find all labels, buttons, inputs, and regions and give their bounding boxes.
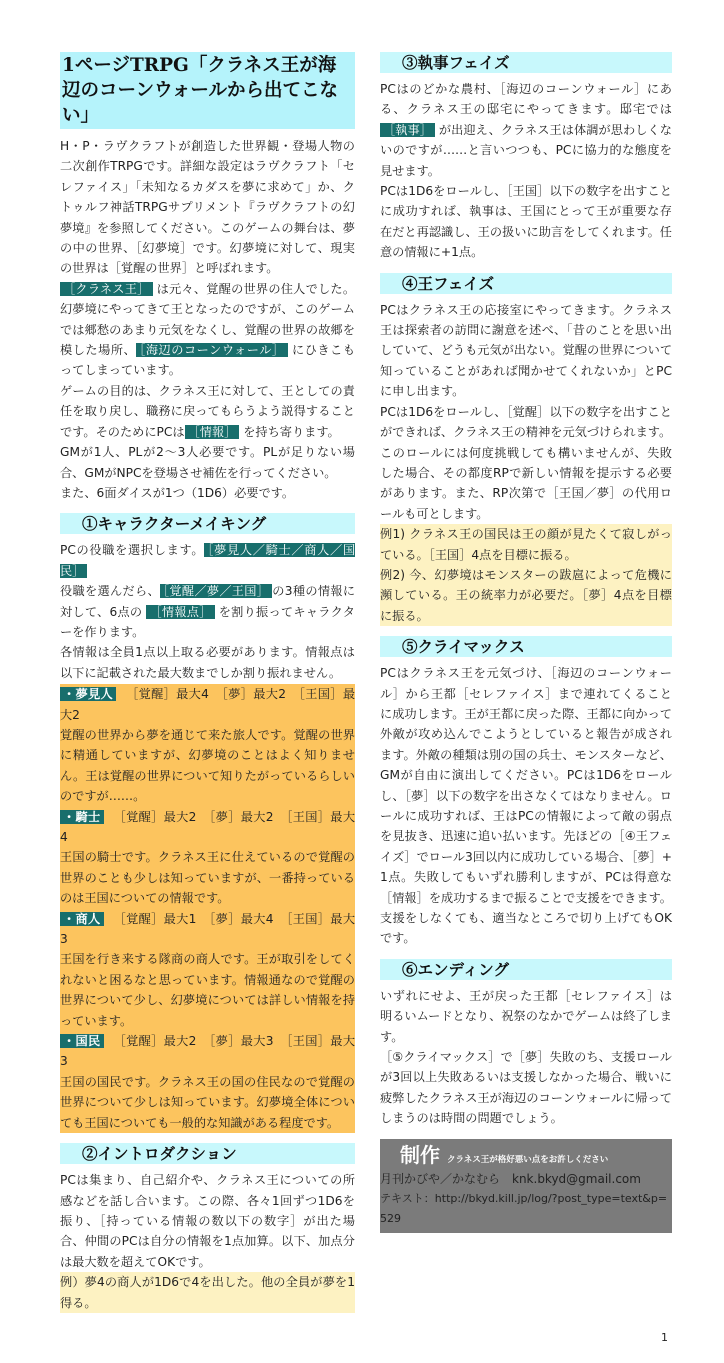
paragraph — [60, 279, 355, 381]
role-description: 覚醒の世界から夢を通じて来た旅人です。覚醒の世界に精通していますが、幻夢境のことはよく知りません。王は覚醒の世界について知りたがっているらしいのですが……。 — [60, 727, 355, 804]
role-stats — [60, 684, 355, 725]
credits-heading: 制作 クラネス王が格好悪い点をお許しください — [400, 1142, 609, 1167]
role-description: 王国の国民です。クラネス王の国の住民なので覚醒の世界について少しは知っています。幻夢境全体についても王国についても一般的な知識がある程度です。 — [60, 1074, 355, 1130]
paragraph — [60, 381, 355, 442]
section-body — [60, 540, 355, 683]
role-stats — [60, 1031, 355, 1072]
text-run: PCはのどかな農村、［海辺のコーンウォール］にある、クラネス王の邸宅にやってきます。邸宅では — [380, 82, 672, 117]
paragraph — [60, 1170, 355, 1272]
role-name-badge: ・騎士 — [60, 810, 104, 824]
section-heading: ①キャラクターメイキング — [60, 513, 355, 534]
section-introduction — [60, 1143, 355, 1313]
highlight-term: ［海辺のコーンウォール］ — [136, 343, 287, 357]
title-block — [60, 52, 355, 503]
text-run: いずれにせよ、王が戻った王都［セレファイス］は明るいムードとなり、祝祭のなかでゲームは終了します。 — [380, 988, 672, 1044]
role-stat-limits: ［覚醒］最大2 ［夢］最大2 ［王国］最大4 — [60, 809, 356, 844]
highlight-term: ［覚醒／夢／王国］ — [160, 584, 272, 598]
paragraph — [60, 442, 355, 483]
text-run: PCは1D6をロールし、［覚醒］以下の数字を出すことができれば、クラネス王の精神を元気づけられます。 — [380, 404, 672, 440]
highlight-term: ［情報］ — [185, 425, 240, 439]
right-column — [380, 52, 672, 1233]
role-stat-limits: ［覚醒］最大2 ［夢］最大3 ［王国］最大3 — [60, 1034, 356, 1069]
paragraph — [380, 1047, 672, 1129]
text-run: を持ち寄ります。 — [239, 424, 340, 439]
page-number: 1 — [661, 1330, 668, 1344]
text-run: を割り振ってキャラクターを作ります。 — [60, 604, 355, 639]
example-text: 例）夢4の商人が1D6で4を出した。他の全員が夢を1得る。 — [60, 1272, 355, 1313]
paragraph — [380, 79, 672, 181]
credits-subtitle: クラネス王が格好悪い点をお許しください — [446, 1154, 609, 1165]
paragraph — [60, 540, 355, 581]
section-body — [380, 986, 672, 1129]
credits-text-link[interactable]: テキスト：http://bkyd.kill.jp/log/?post_type=text&p=529 — [380, 1191, 668, 1225]
section-heading: ②イントロダクション — [60, 1143, 355, 1164]
section-character-making — [60, 513, 355, 1133]
paragraph — [60, 136, 355, 279]
text-run: GMが1人、PLが2～3人必要です。PLが足りない場合、GMがNPCを登場させ補佐を行ってください。 — [60, 445, 355, 480]
paragraph — [380, 663, 672, 949]
intro-section — [60, 136, 355, 503]
example-block — [380, 524, 672, 626]
paragraph — [380, 986, 672, 1047]
text-run: このロールには何度挑戦しても構いませんが、失敗した場合、その都度RPで新しい情報を提示する必要があります。また、RP次第で［王国／夢］の代用ロールも可とします。 — [380, 445, 672, 521]
section-heading: ⑥エンディング — [380, 959, 672, 980]
role-name-badge: ・夢見人 — [60, 687, 116, 701]
role-name-badge: ・商人 — [60, 912, 104, 926]
highlight-term: ［情報点］ — [146, 605, 214, 619]
section-king-phase — [380, 273, 672, 627]
left-column — [60, 52, 355, 1323]
section-body — [380, 663, 672, 949]
role-name-badge: ・国民 — [60, 1034, 104, 1048]
paragraph — [380, 402, 672, 443]
text-run: 役職を選んだら、 — [60, 584, 160, 599]
text-run: PCの役職を選択します。 — [60, 543, 205, 558]
highlight-term: ［執事］ — [380, 123, 435, 137]
highlight-term: ［クラネス王］ — [60, 282, 153, 296]
example-1: 例1) クラネス王の国民は王の顔が見たくて寂しがっている。［王国］4点を目標に振る。 — [380, 527, 672, 562]
section-heading: ③執事フェイズ — [380, 52, 672, 73]
section-ending — [380, 959, 672, 1129]
paragraph — [380, 300, 672, 402]
section-body — [60, 1170, 355, 1272]
role-description: 王国を行き来する隊商の商人です。王が取引をしてくれないと困るなと思っています。情報通なので覚醒の世界について少し、幻夢境については詳しい情報を持っています。 — [60, 952, 355, 1028]
credits-box — [380, 1139, 672, 1233]
text-run: の3種の情報に対して、6点の — [60, 584, 356, 619]
text-run: が出迎え、クラネス王は体調が思わしくないのですが……と言いつつも、PCに協力的な態度を見せます。 — [380, 122, 672, 178]
section-body — [380, 300, 672, 524]
text-run: ［⑤クライマックス］で［夢］失敗のち、支援ロールが3回以上失敗あるいは支援しなかった場合、戦いに疲弊したクラネス王が海辺のコーンウォールに帰ってしまうのは時間の問題でしょう。 — [380, 1050, 672, 1126]
section-heading: ⑤クライマックス — [380, 636, 672, 657]
section-butler-phase — [380, 52, 672, 263]
role-stats — [60, 909, 355, 950]
paragraph — [380, 181, 672, 263]
text-run: にひきこもってしまっています。 — [60, 343, 356, 378]
text-run: PCは1D6をロールし、［王国］以下の数字を出すことに成功すれば、執事は、王国にとって王が重要な存在だと再認識し、王の扱いに助言をしてくれます。任意の情報に+1点。 — [380, 184, 672, 260]
text-run: PCはクラネス王を元気づけ、［海辺のコーンウォール］から王都［セレファイス］まで連れてくることに成功します。王が王都に戻った際、王都に向かって外敵が攻め込んでこようとしていると報告が成されます。外敵の種類は別の国の兵士、モンスターなど、GMが自由に演出してください。PCは1D6をロールし、［夢］以下の数字を出さなくてはなりません。ロールに成功すれば、王はPCの情報によって敵の弱点を見抜き、迅速に追い払います。先ほどの［④王フェイズ］でロール3回以内に成功している場合、［夢］+1点。失敗してもいずれ勝利しますが、PCは得意な［情報］を成功するまで振ることで支援をできます。支援をしなくても、適当なところで切り上げてもOKです。 — [380, 666, 672, 946]
section-heading: ④王フェイズ — [380, 273, 672, 294]
credits-author: 月刊かびや／かなむら knk.bkyd@gmail.com — [380, 1171, 641, 1186]
text-run: また、6面ダイスが1つ（1D6）必要です。 — [60, 485, 295, 500]
paragraph — [60, 581, 355, 642]
example-2: 例2) 今、幻夢境はモンスターの跋扈によって危機に瀕している。王の統率力が必要だ。［夢］4点を目標に振る。 — [380, 567, 672, 623]
text-run: は元々、覚醒の世界の住人でした。幻夢境にやってきて王となったのですが、このゲームでは郷愁のあまり元気をなくし、覚醒の世界の故郷を模した場所、 — [60, 281, 356, 358]
text-run: PCは集まり、自己紹介や、クラネス王についての所感などを話し合います。この際、各々1回ずつ1D6を振り、［持っている情報の数以下の数字］が出た場合、仲間のPCは自分の情報を1点加算。以下、加点分は最大数を超えてOKです。 — [60, 1173, 355, 1269]
role-stat-limits: ［覚醒］最大1 ［夢］最大4 ［王国］最大3 — [60, 911, 356, 947]
paragraph — [60, 642, 355, 683]
text-run: 各情報は全員1点以上取る必要があります。情報点は以下に記載された最大数までしか割り振れません。 — [60, 645, 355, 680]
role-stat-limits: ［覚醒］最大4 ［夢］最大2 ［王国］最大2 — [60, 687, 356, 722]
role-list — [60, 684, 355, 1133]
text-run: ゲームの目的は、クラネス王に対して、王としての責任を取り戻し、職務に戻ってもらうよう説得することです。そのためにPCは — [60, 383, 355, 439]
section-climax — [380, 636, 672, 949]
text-run: H・P・ラヴクラフトが創造した世界観・登場人物の二次創作TRPGです。詳細な設定はラヴクラフト「セレファイス」「未知なるカダスを夢に求めて」か、クトゥルフ神話TRPGサプリメント『ラヴクラフトの幻夢境』を参照してください。このゲームの舞台は、夢の中の世界、［幻夢境］です。幻夢境に対して、現実の世界は［覚醒の世界］と呼ばれます。 — [60, 139, 355, 276]
section-body — [380, 79, 672, 263]
role-stats — [60, 807, 355, 848]
text-run: PCはクラネス王の応接室にやってきます。クラネス王は探索者の訪問に謝意を述べ、「昔のことを思い出していて、どうも元気が出ない。覚醒の世界について知っていることがあれば聞かせてくれないか」とPCに申し出ます。 — [380, 302, 673, 399]
role-description: 王国の騎士です。クラネス王に仕えているので覚醒の世界のことも少しは知っていますが、一番持っているのは王国についての情報です。 — [60, 850, 355, 906]
highlight-term: ［夢見人／騎士／商人／国民］ — [60, 543, 356, 578]
paragraph — [380, 443, 672, 525]
paragraph — [60, 483, 355, 503]
page-title: 1ページTRPG「クラネス王が海辺のコーンウォールから出てこない」 — [60, 52, 355, 129]
